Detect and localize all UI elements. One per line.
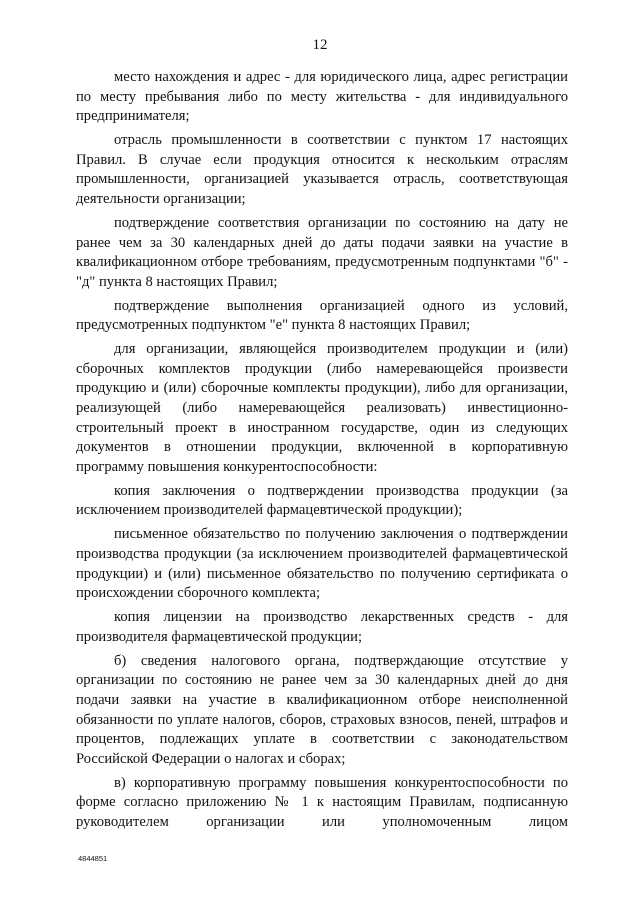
paragraph-license-copy: копия лицензии на производство лекарственных средств - для производителя фармацевтической продукции; <box>76 609 568 645</box>
page-number: 12 <box>312 37 328 53</box>
paragraph-location-address: место нахождения и адрес - для юридического лица, адрес регистрации по месту пребывания либо по месту жительства - для индивидуального предпринимателя; <box>76 69 568 125</box>
document-code: 4844851 <box>78 854 108 863</box>
paragraph-conclusion-copy: копия заключения о подтверждении производства продукции (за исключением производителей фармацевтической продукции); <box>76 482 568 519</box>
paragraph-producer-documents: для организации, являющейся производителем продукции и (или) сборочных комплектов продукции (либо намеревающейся произвести продукцию и (или) сборочные комплекты продукции), либо для организации, реализующей (либо намеревающейся реализовать) инвестиционно-строительный проект в иностранном государстве, один из следующих документов в отношении продукции, включенной в корпоративную программу повышения конкурентоспособности: <box>76 341 568 475</box>
paragraph-tax-info: б) сведения налогового органа, подтверждающие отсутствие у организации по состоянию не ранее чем за 30 календарных дней до дня подачи заявки на участие в квалификационном отборе неисполненной обязанности по уплате налогов, сборов, страховых взносов, пеней, штрафов и процентов, подлежащих уплате в соответствии с законодательством Российской Федерации о налогах и сборах; <box>76 652 568 767</box>
paragraph-compliance-confirmation: подтверждение соответствия организации по состоянию на дату не ранее чем за 30 календарных дней до даты подачи заявки на участие в квалификационном отборе требованиям, предусмотренным подпунктами "б" - "д" пункта 8 настоящих Правил; <box>76 214 568 290</box>
paragraph-industry: отрасль промышленности в соответствии с пунктом 17 настоящих Правил. В случае если продукция относится к нескольким отраслям промышленности, организацией указывается отрасль, соответствующая деятельности организации; <box>76 132 568 207</box>
paragraph-corporate-program: в) корпоративную программу повышения конкурентоспособности по форме согласно приложению № 1 к настоящим Правилам, подписанную руководителем организации или уполномоченным лицом <box>76 774 568 830</box>
document-body <box>76 68 568 832</box>
paragraph-condition-fulfillment: подтверждение выполнения организацией одного из условий, предусмотренных подпунктом "е" пункта 8 настоящих Правил; <box>76 297 568 334</box>
paragraph-written-obligation: письменное обязательство по получению заключения о подтверждении производства продукции (за исключением производителей фармацевтической продукции) и (или) письменное обязательство по получению сертификата о происхождении сборочного комплекта; <box>76 526 568 602</box>
